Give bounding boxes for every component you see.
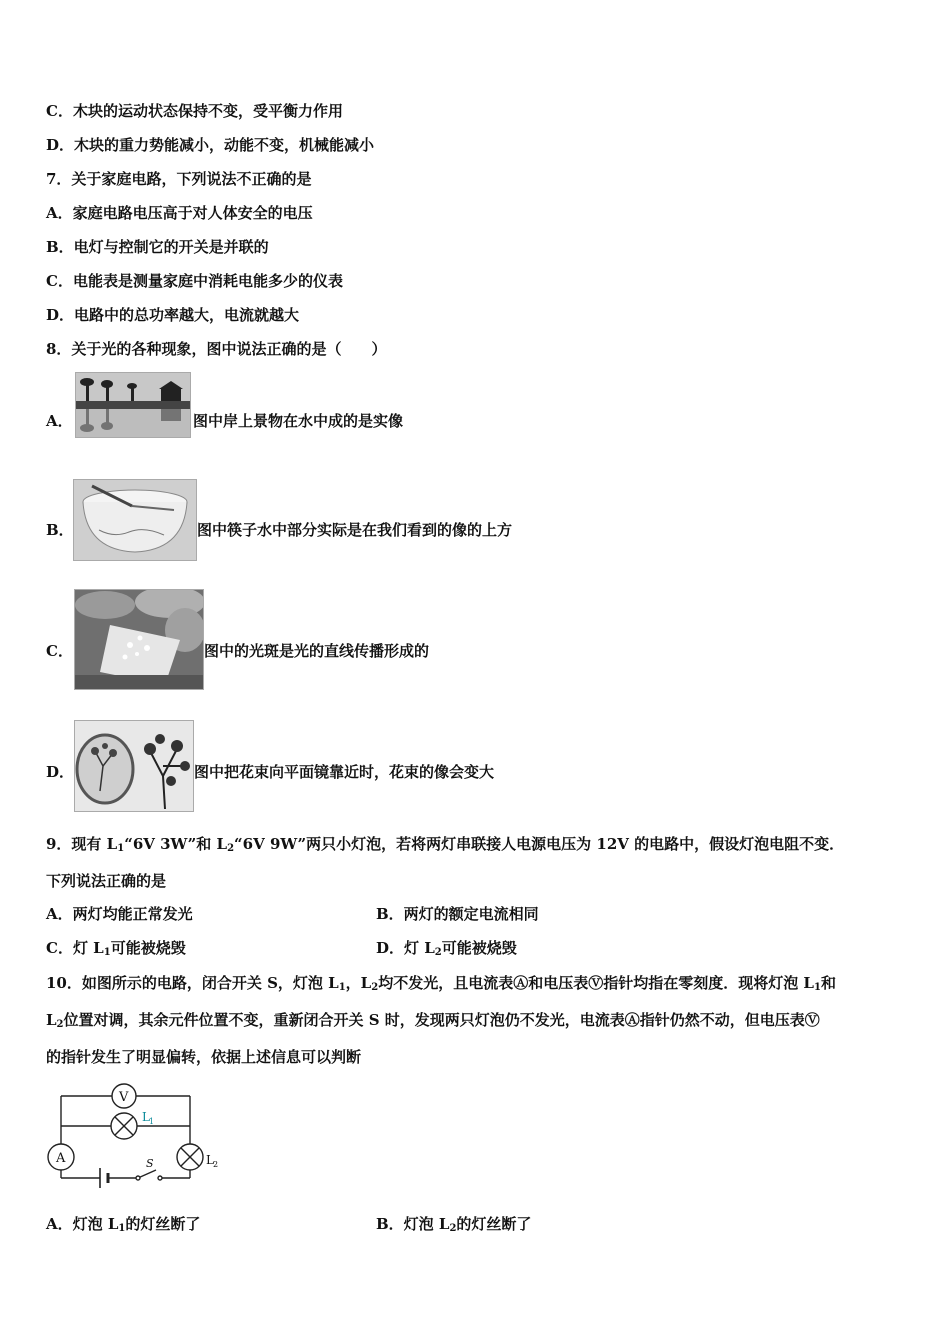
q10-stem-line3: 的指针发生了明显偏转，依据上述信息可以判断 (46, 1048, 362, 1066)
q10-option-a-post: 的灯丝断了 (125, 1215, 201, 1233)
q8-option-a-letter: A． (46, 412, 73, 430)
q8-option-b-letter: B． (46, 521, 74, 539)
voltmeter-label: V (119, 1090, 129, 1105)
switch-lever (138, 1170, 156, 1178)
q10-line2-a: L (46, 1011, 57, 1029)
q10-option-b-pre: B．灯泡 L (376, 1215, 450, 1233)
q7-option-a: A．家庭电路电压高于对人体安全的电压 (46, 204, 313, 222)
q10-line1-a: 10．如图所示的电路，闭合开关 S，灯泡 L (46, 974, 339, 992)
q10-line1-sub2: 2 (371, 982, 379, 993)
q9-sub1: 1 (117, 843, 125, 854)
q9-option-c-post: 可能被烧毁 (110, 939, 186, 957)
q9-option-c (46, 938, 186, 963)
ammeter-label: A (56, 1151, 66, 1166)
q10-option-a-sub: 1 (118, 1223, 126, 1234)
q10-stem-line2 (46, 1010, 820, 1035)
q9-option-d-sub: 2 (434, 947, 442, 958)
q7-option-d: D．电路中的总功率越大，电流就越大 (46, 306, 300, 324)
q10-line1-sub1: 1 (338, 982, 346, 993)
q6-option-d: D．木块的重力势能减小，动能不变，机械能减小 (46, 136, 375, 154)
circuit-diagram (40, 1078, 240, 1200)
q6-option-c: C．木块的运动状态保持不变，受平衡力作用 (46, 102, 343, 120)
q9-stem (46, 834, 844, 859)
q8-option-b-text: 图中筷子水中部分实际是在我们看到的像的上方 (197, 521, 513, 539)
chopsticks-bowl-photo (73, 479, 197, 561)
q9-option-d-post: 可能被烧毁 (441, 939, 517, 957)
q10-line1-sub3: 1 (813, 982, 821, 993)
light-spot-photo (74, 589, 204, 690)
q9-option-a: A．两灯均能正常发光 (46, 905, 193, 923)
q8-option-d-text: 图中把花束向平面镜靠近时，花束的像会变大 (194, 763, 495, 781)
q9-sub2: 2 (227, 843, 235, 854)
q10-line1-c: 均不发光，且电流表Ⓐ和电压表Ⓥ指针均指在零刻度．现将灯泡 L (378, 974, 814, 992)
lamp-l2-sub: 2 (213, 1160, 219, 1169)
switch-label: S (146, 1157, 154, 1170)
q10-line1-b: ，L (345, 974, 372, 992)
q10-line2-b: 位置对调，其余元件位置不变，重新闭合开关 S 时，发现两只灯泡仍不发光，电流表Ⓐ指针仍然不动，但电压表Ⓥ (63, 1011, 820, 1029)
reflection-photo (75, 372, 191, 438)
q8-option-a-text: 图中岸上景物在水中成的是实像 (193, 412, 404, 430)
lamp-l2-label: L (206, 1153, 214, 1167)
q9-option-c-pre: C．灯 L (46, 939, 104, 957)
q10-option-b-sub: 2 (449, 1223, 457, 1234)
q10-line1-d: 和 (820, 974, 836, 992)
q10-option-b-post: 的灯丝断了 (456, 1215, 532, 1233)
q9-stem-line2: 下列说法正确的是 (46, 872, 167, 890)
q8-stem: 8．关于光的各种现象，图中说法正确的是（ ） (46, 340, 387, 358)
q9-option-c-sub: 1 (103, 947, 111, 958)
q9-option-b: B．两灯的额定电流相同 (376, 905, 539, 923)
q9-option-d-pre: D．灯 L (376, 939, 435, 957)
q9-stem-part1: 9．现有 L (46, 835, 118, 853)
q10-stem-line1 (46, 973, 836, 998)
q7-option-c: C．电能表是测量家庭中消耗电能多少的仪表 (46, 272, 343, 290)
q9-stem-part2: “6V 3W”和 L (124, 835, 228, 853)
lamp-l1-label: L (142, 1110, 150, 1124)
q8-option-c-letter: C． (46, 642, 73, 660)
q10-option-a-pre: A．灯泡 L (46, 1215, 119, 1233)
q9-option-d (376, 938, 517, 963)
q8-option-d-letter: D． (46, 763, 75, 781)
q9-stem-part3: “6V 9W”两只小灯泡，若将两灯串联接人电源电压为 12V 的电路中，假设灯泡电阻不变． (234, 835, 845, 853)
q7-stem: 7．关于家庭电路，下列说法不正确的是 (46, 170, 312, 188)
q10-line2-sub: 2 (56, 1019, 64, 1030)
q10-option-a (46, 1214, 200, 1239)
mirror-flowers-photo (74, 720, 194, 812)
q7-option-b: B．电灯与控制它的开关是并联的 (46, 238, 269, 256)
q8-option-c-text: 图中的光斑是光的直线传播形成的 (204, 642, 430, 660)
q10-option-b (376, 1214, 531, 1239)
lamp-l1-sub: 1 (149, 1117, 155, 1126)
